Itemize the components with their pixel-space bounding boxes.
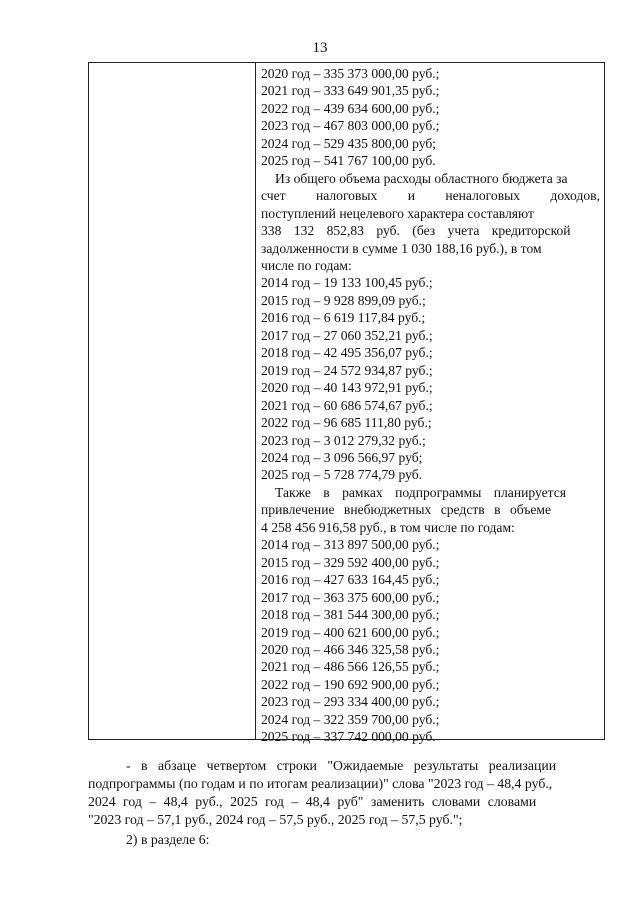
year-line: 2024 год – 322 359 700,00 руб.; (261, 711, 440, 727)
year-line: 2022 год – 439 634 600,00 руб.; (261, 100, 440, 116)
paragraph-line: Из общего объема расходы областного бюджета за (275, 170, 568, 186)
year-line: 2016 год – 427 633 164,45 руб.; (261, 572, 440, 588)
year-line: 2020 год – 40 143 972,91 руб.; (261, 380, 433, 396)
years-block-2 (261, 274, 600, 483)
year-line: 2024 год – 529 435 800,00 руб; (261, 135, 437, 151)
amendment-line: "2023 год – 57,1 руб., 2024 год – 57,5 руб., 2025 год – 57,5 руб."; (88, 812, 463, 827)
paragraph-line-justified (261, 187, 600, 204)
year-line: 2022 год – 96 685 111,80 руб.; (261, 415, 432, 431)
year-line: 2018 год – 381 544 300,00 руб.; (261, 607, 440, 623)
paragraph-line: числе по годам: (261, 257, 352, 273)
paragraph-line: поступлений нецелевого характера составляют (261, 205, 534, 221)
year-line: 2021 год – 60 686 574,67 руб.; (261, 397, 433, 413)
year-line: 2023 год – 3 012 279,32 руб.; (261, 432, 426, 448)
year-line: 2021 год – 486 566 126,55 руб.; (261, 659, 440, 675)
year-line: 2025 год – 541 767 100,00 руб. (261, 153, 436, 169)
word: и (407, 188, 415, 204)
amendment-line: 2024 год – 48,4 руб., 2025 год – 48,4 руб" заменить словами словами (88, 794, 537, 809)
year-line: 2014 год – 313 897 500,00 руб.; (261, 537, 440, 553)
year-line: 2025 год – 5 728 774,79 руб. (261, 467, 423, 483)
year-line: 2015 год – 9 928 899,09 руб.; (261, 292, 426, 308)
budget-paragraph-2 (261, 484, 600, 536)
year-line: 2016 год – 6 619 117,84 руб.; (261, 310, 426, 326)
year-line: 2014 год – 19 133 100,45 руб.; (261, 275, 433, 291)
year-line: 2023 год – 467 803 000,00 руб.; (261, 118, 440, 134)
amendment-line: - в абзаце четвертом строки "Ожидаемые результаты реализации (126, 758, 557, 773)
year-line: 2020 год – 335 373 000,00 руб.; (261, 66, 440, 81)
year-line: 2015 год – 329 592 400,00 руб.; (261, 554, 440, 570)
paragraph-line: 4 258 456 916,58 руб., в том числе по годам: (261, 519, 515, 535)
year-line: 2019 год – 24 572 934,87 руб.; (261, 362, 433, 378)
budget-paragraph-1 (261, 170, 600, 275)
page-number: 13 (312, 40, 328, 56)
year-line: 2019 год – 400 621 600,00 руб.; (261, 624, 440, 640)
year-line: 2025 год – 337 742 000,00 руб. (261, 729, 436, 745)
word: доходов, (550, 188, 600, 204)
paragraph-line: Также в рамках подпрограммы планируется (275, 484, 567, 500)
paragraph-line: задолженности в сумме 1 030 188,16 руб.), в том (261, 240, 542, 256)
amendment-text (88, 757, 605, 849)
word: налоговых (315, 188, 378, 204)
years-block-3 (261, 536, 600, 745)
paragraph-line: привлечение внебюджетных средств в объеме (261, 502, 552, 518)
year-line: 2021 год – 333 649 901,35 руб.; (261, 83, 440, 99)
years-block-1 (261, 65, 600, 170)
year-line: 2018 год – 42 495 356,07 руб.; (261, 345, 433, 361)
year-line: 2020 год – 466 346 325,58 руб.; (261, 641, 440, 657)
year-line: 2023 год – 293 334 400,00 руб.; (261, 694, 440, 710)
amendment-line: подпрограммы (по годам и по итогам реализации)" слова "2023 год – 48,4 руб., (88, 776, 553, 791)
paragraph-line: 338 132 852,83 руб. (без учета кредиторской (261, 223, 571, 239)
year-line: 2024 год – 3 096 566,97 руб; (261, 449, 423, 465)
table-right-cell (261, 65, 600, 746)
table-column-divider (255, 63, 256, 739)
year-line: 2022 год – 190 692 900,00 руб.; (261, 676, 440, 692)
word: счет (261, 188, 286, 204)
budget-table (88, 62, 605, 745)
word: неналоговых (445, 188, 521, 204)
year-line: 2017 год – 363 375 600,00 руб.; (261, 589, 440, 605)
year-line: 2017 год – 27 060 352,21 руб.; (261, 327, 433, 343)
section-item: 2) в разделе 6: (126, 832, 210, 847)
